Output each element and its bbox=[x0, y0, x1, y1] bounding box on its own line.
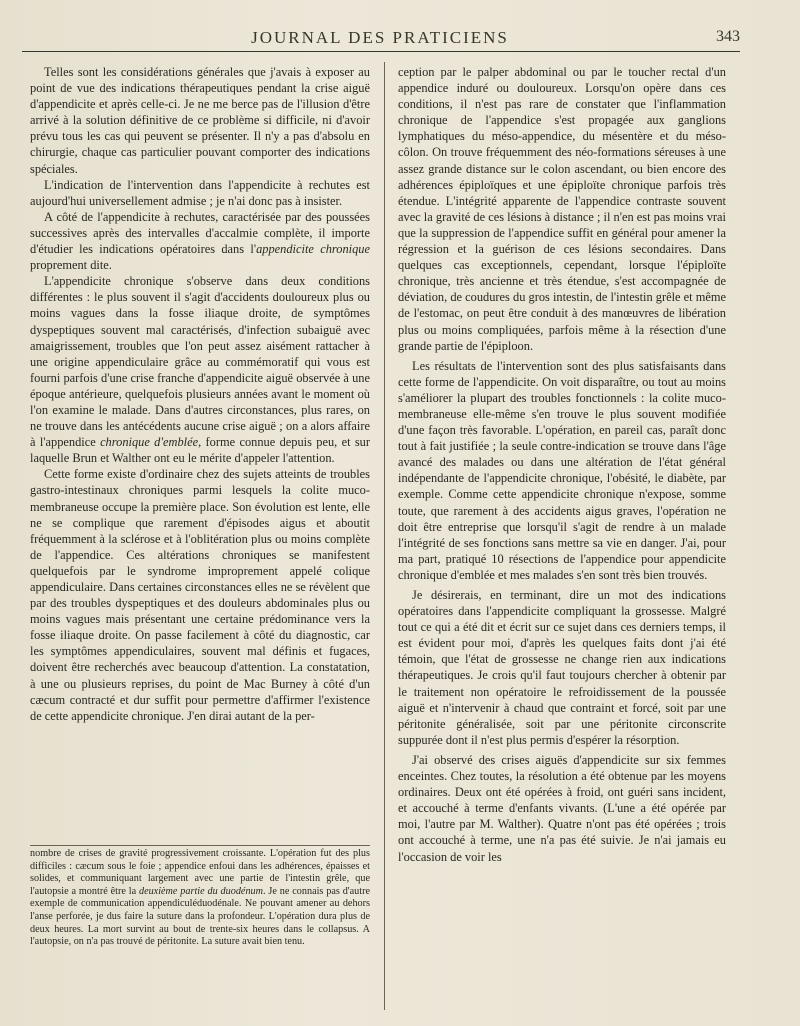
footnote-italic: deuxième partie du duodénum bbox=[138, 885, 264, 897]
footnote-text-part: nombre de crises de gravité progressivement croissante. L'opération fut des plus difficiles : cæcum sous le foie ; appendice enfoui dans les adhérences, épaisses et solides, et communiquant largement avec une partie de l'intestin grêle, que l'autopsie a montré être la bbox=[30, 848, 370, 897]
paragraph-text: A côté de l'appendicite à rechutes, caractérisée par des poussées successives après des intervalles d'accalmie complète, il importe d'étudier les indications opératoires dans l' bbox=[30, 209, 370, 257]
paragraph: ception par le palper abdominal ou par le toucher rectal d'un appendice induré ou douloureux. Lorsqu'on opère dans ces conditions, il n'est pas rare de constater que l'inflammation chronique de l'appendice s'est propagée aux ganglions lymphatiques du méso-appendice, du mésentère et du méso-côlon. On trouve fréquemment des néo-formations séreuses à une assez grande distance sur le colon ascendant, ou bien encore des adhérences épiploïques et une épiploïte chronique parfois très étendue. L'intégrité apparente de l'appendice contraste souvent avec la gravité de ces lésions à distance ; il n'en est pas moins vrai que la suppression de l'appendice suffit en général pour amener la régression et la guérison de ces lésions secondaires. Dans quelques cas exceptionnels, cependant, lorsque l'épiploïte chronique, très ancienne et très étendue, s'est accompagnée de déviation, de coudures du gros intestin, de l'intestin grêle et même de l'estomac, on peut être conduit à des manœuvres de libération plus ou moins compliquées, parfois même à la résection d'une grande partie de l'épiploon. bbox=[398, 65, 726, 353]
page-header bbox=[30, 28, 740, 50]
paragraph: Cette forme existe d'ordinaire chez des sujets atteints de troubles gastro-intestinaux chroniques parmi lesquels la colite muco-membraneuse occupe la première place. Son évolution est lente, elle ne se complique que rarement d'épisodes aigus et aboutit fréquemment à la sclérose et à l'oblitération plus ou moins complète de l'appendice. Ces altérations chroniques se manifestent quelquefois par le syndrome improprement appelé colique appendiculaire. Dans certaines circonstances elles ne se révèlent que par des troubles dyspeptiques et des douleurs abdominales plus ou moins vagues mais présentant une certaine prédominance vers la fosse iliaque droite. On passe facilement à côté du diagnostic, car les symptômes appendiculaires, souvent mal définis et fugaces, doivent être recherchés avec beaucoup d'attention. La constatation, à une ou plusieurs reprises, du point de Mac Burney à côté d'un cæcum contracté et dur suffit pour permettre d'affirmer l'existence de cette appendicite chronique. J'en dirai autant de la per- bbox=[30, 467, 370, 723]
paragraph-text: , forme connue depuis peu, et sur laquelle Brun et Walther ont eu le mérite d'appeler l'attention. bbox=[30, 435, 370, 466]
paragraph-text: L'appendicite chronique s'observe dans deux conditions différentes : le plus souvent il s'agit d'accidents douloureux plus ou moins vagues dans la fosse iliaque droite, de symptômes dyspeptiques souvent mal caractérisés, d'infection subaiguë avec amaigrissement, troubles que l'on peut assez aisément rattacher à une origine appendiculaire grâce au commémoratif qui vous est fourni parfois d'une crise franche d'appendicite aiguë observée à une époque antérieure, quelquefois plusieurs années avant le moment où l'on examine le malade. Dans d'autres circonstances, plus rares, on ne trouve dans les antécédents aucune crise aiguë ; on a alors affaire à l'appendice bbox=[30, 274, 370, 450]
paragraph: J'ai observé des crises aiguës d'appendicite sur six femmes enceintes. Chez toutes, la résolution a été obtenue par les moyens ordinaires. Deux ont été opérées à froid, ont guéri sans incident, et accouché à terme d'enfants vivants. (L'une a été opérée par moi, l'autre par M. Walther). Quatre n'ont pas été opérées ; trois ont accouché à terme, une n'a pas été suivie. Je n'ai jamais eu l'occasion de voir les bbox=[398, 752, 726, 864]
footnote bbox=[30, 848, 370, 1008]
paragraph bbox=[30, 273, 370, 466]
right-column bbox=[398, 64, 726, 1014]
paragraph-text: proprement dite. bbox=[30, 258, 112, 273]
page-number: 343 bbox=[716, 28, 740, 45]
italic-term: appendicite chronique bbox=[256, 242, 370, 257]
paragraph bbox=[30, 209, 370, 273]
journal-title: JOURNAL DES PRATICIENS bbox=[251, 28, 509, 47]
italic-term: chronique d'emblée bbox=[100, 435, 199, 450]
paragraph: Telles sont les considérations générales que j'avais à exposer au point de vue des indications thérapeutiques pendant la crise aiguë d'appendicite et après celle-ci. Je ne me berce pas de l'illusion d'être arrivé à la solution définitive de ce problème si difficile, ni d'avoir prévu tous les cas qui peuvent se présenter. Il n'y a pas d'absolu en chirurgie, chaque cas particulier pouvant comporter des indications spéciales. bbox=[30, 65, 370, 176]
paragraph: L'indication de l'intervention dans l'appendicite à rechutes est aujourd'hui universellement admise ; je n'ai donc pas à insister. bbox=[30, 177, 370, 208]
footnote-rule bbox=[30, 845, 370, 846]
column-divider bbox=[384, 62, 385, 1010]
header-rule bbox=[22, 51, 740, 52]
left-column bbox=[30, 64, 370, 840]
footnote-text bbox=[30, 848, 370, 949]
paragraph: Les résultats de l'intervention sont des plus satisfaisants dans cette forme de l'appendicite. On voit disparaître, ou tout au moins s'améliorer la plupart des troubles fonctionnels : la colite muco-membraneuse elle-même s'en trouve le plus souvent modifiée d'une façon très favorable. L'opération, en pareil cas, paraît donc tout à fait justifiée ; la seule contre-indication se trouve dans l'âge avancé des malades ou dans une altération de l'état général indépendante de l'appendicite chronique, l'obésité, le diabète, par exemple. Comme cette appendicite chronique n'expose, somme toute, que rarement à des accidents aigus graves, l'opération ne doit être entreprise que lorsqu'il s'agit de rendre à un malade l'intégrité de ses fonctions sans mettre sa vie en danger. J'ai, pour ma part, pratiqué 10 résections de l'appendice pour appendicite chronique d'emblée et mes malades s'en sont très bien trouvés. bbox=[398, 358, 726, 582]
paragraph: Je désirerais, en terminant, dire un mot des indications opératoires dans l'appendicite compliquant la grossesse. Malgré tout ce qui a été dit et écrit sur ce sujet dans ces derniers temps, il est évident pour moi, d'après les quelques faits dont j'ai été témoin, que l'état de grossesse ne change rien aux indications thérapeutiques. Je crois qu'il faut toujours chercher à obtenir par le traitement non opératoire le refroidissement de la poussée aiguë et n'intervenir à chaud que contraint et forcé, soit par une péritonite généralisée, soit par une péritonite circonscrite suppurée dont il n'est plus permis d'espérer la résorption. bbox=[398, 588, 726, 747]
footnote-text-part: . Je ne connais pas d'autre exemple de communication appendiculéduodénale. Ne pouvant amener au dehors l'anse perforée, je dus faire la suture dans la profondeur. L'opération dura plus de deux heures. La mort survint au bout de trente-six heures dans le collapsus. A l'autopsie, on n'a pas trouvé de péritonite. La suture avait bien tenu. bbox=[30, 885, 370, 948]
